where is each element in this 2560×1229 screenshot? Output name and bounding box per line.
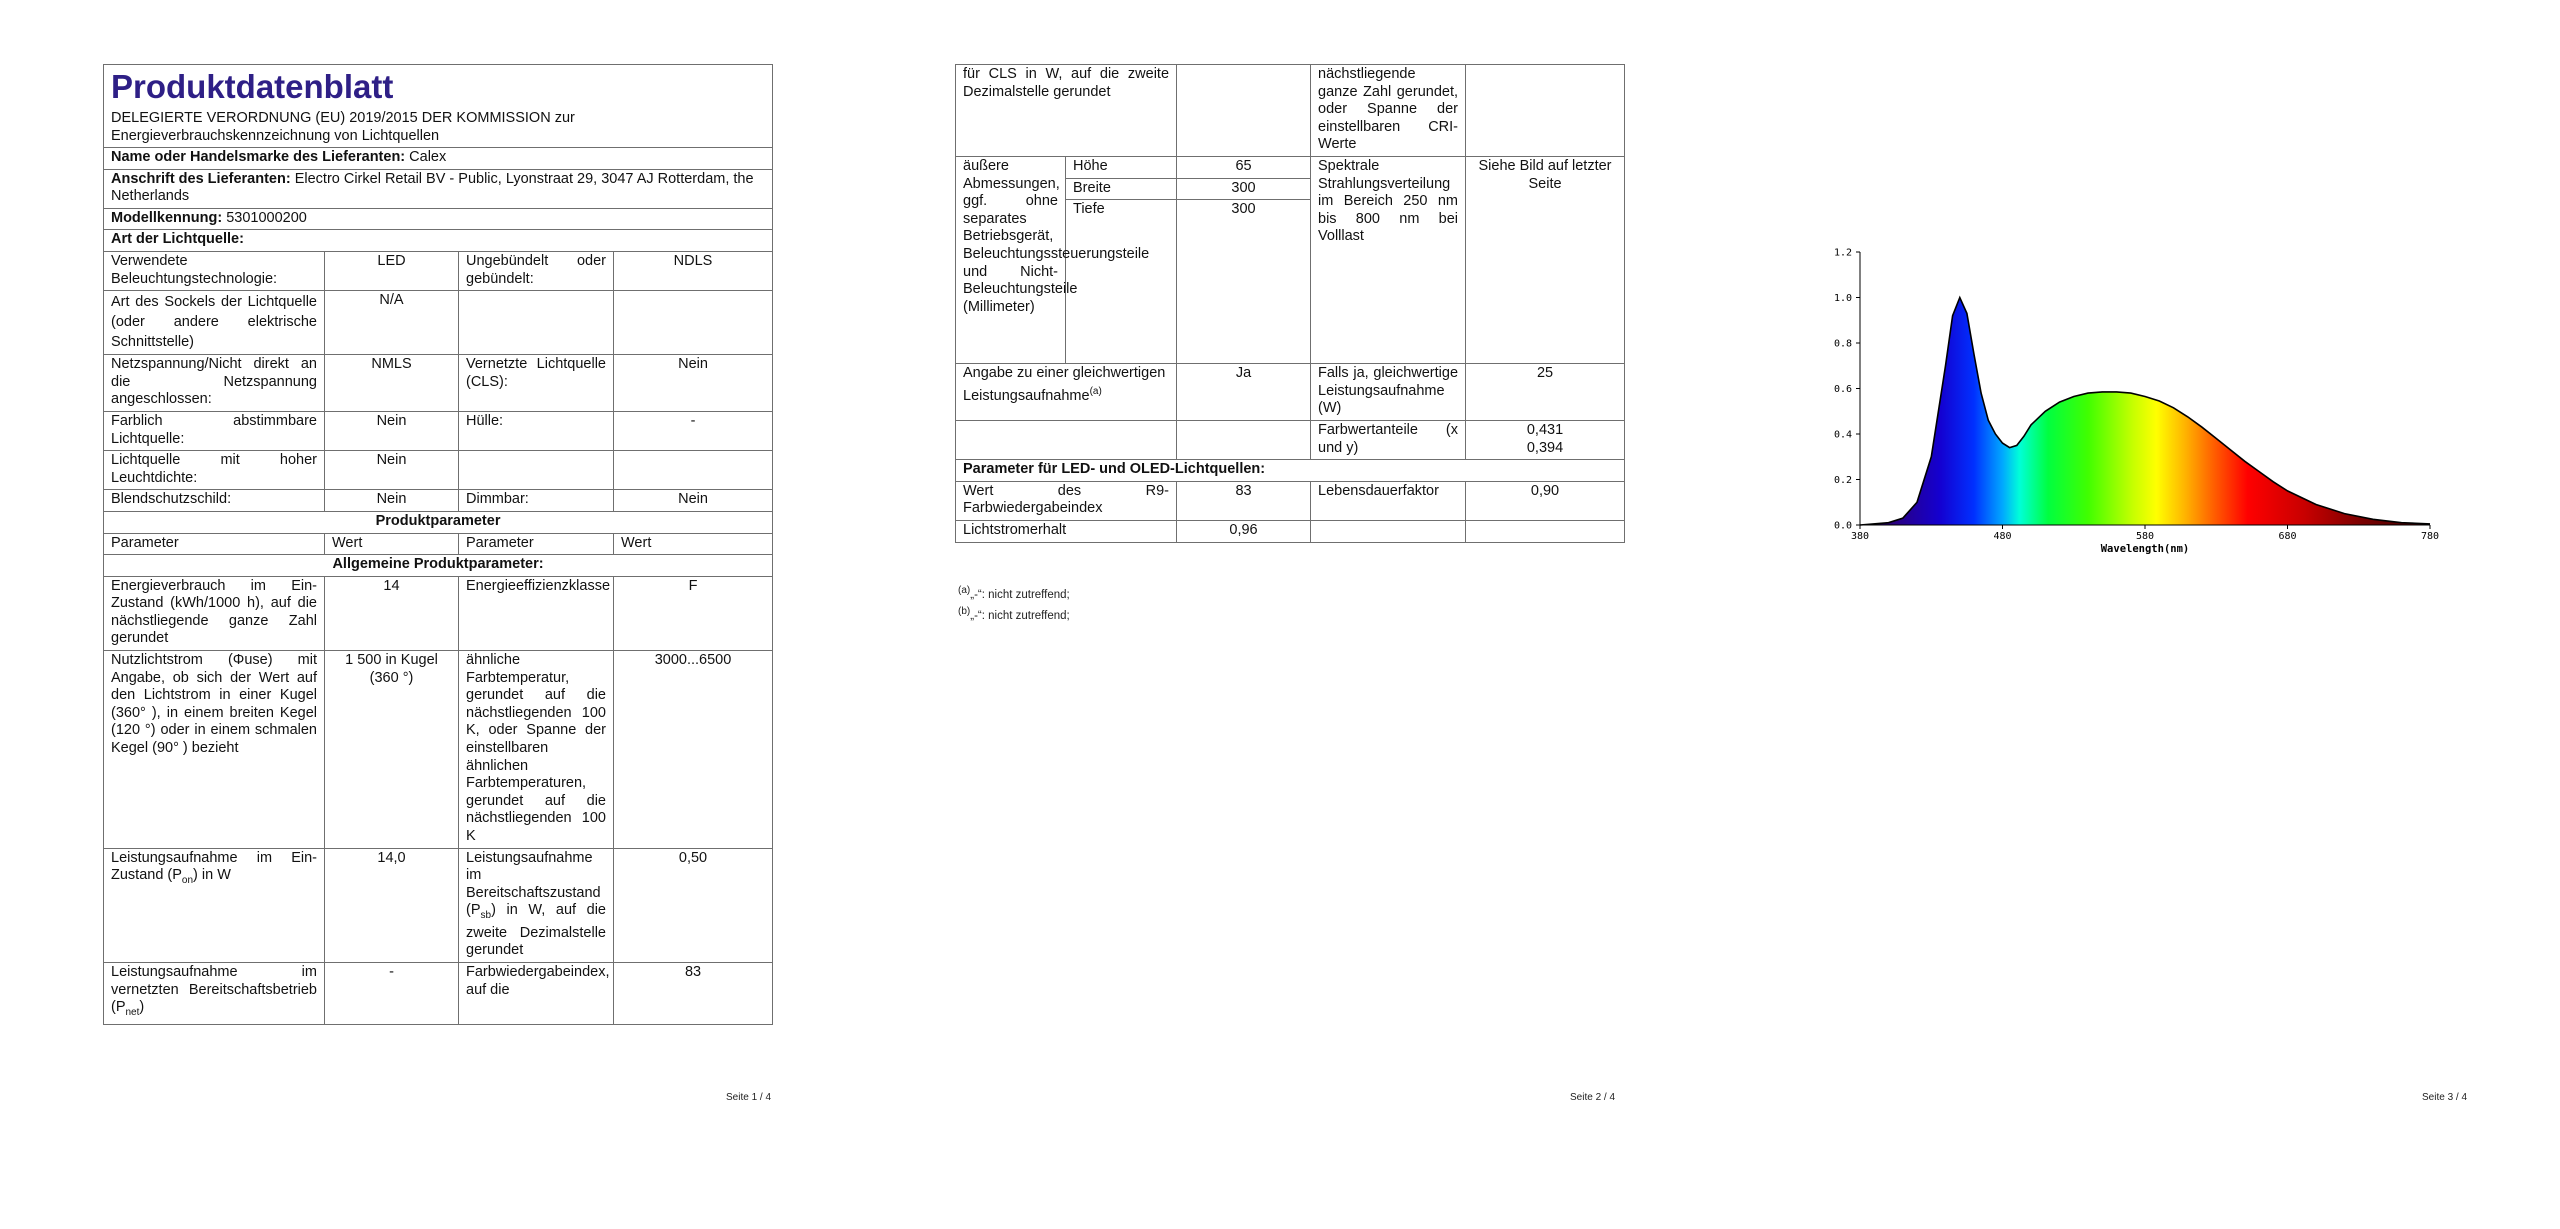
empty-cell bbox=[1466, 520, 1625, 542]
maintenance-label: Lichtstromerhalt bbox=[956, 520, 1177, 542]
param-header: Parameter bbox=[459, 533, 614, 555]
page-number: Seite 3 / 4 bbox=[2422, 1092, 2468, 1103]
led-params-heading: Parameter für LED- und OLED-Lichtquellen: bbox=[956, 460, 1625, 482]
pon-label bbox=[104, 848, 325, 962]
value-header: Wert bbox=[325, 533, 459, 555]
psb-label-text: Leistungsaufnahme im Bereitschaftszustand (P bbox=[466, 849, 601, 919]
chromaticity-label: Farbwertanteile (x und y) bbox=[1311, 420, 1466, 459]
cri-label: Farbwiedergabeindex, auf die bbox=[459, 963, 614, 1025]
anti-glare-value: Nein bbox=[325, 490, 459, 512]
empty-cell bbox=[459, 291, 614, 355]
empty-cell bbox=[1311, 520, 1466, 542]
cap-label: Art des Sockels der Lichtquelle (oder andere elektrische Schnittstelle) bbox=[104, 291, 325, 355]
regulation-subtitle: DELEGIERTE VERORDNUNG (EU) 2019/2015 DER KOMMISSION zur Energieverbrauchskennzeichnung von Lichtquellen bbox=[111, 110, 575, 144]
width-value: 300 bbox=[1177, 178, 1311, 200]
high-luminance-label: Lichtquelle mit hoher Leuchtdichte: bbox=[104, 451, 325, 490]
value-header: Wert bbox=[614, 533, 773, 555]
product-params-heading: Produktparameter bbox=[104, 511, 773, 533]
mains-value: NMLS bbox=[325, 355, 459, 412]
directional-label: Ungebündelt oder gebündelt: bbox=[459, 251, 614, 290]
supplier-name-value: Calex bbox=[409, 149, 447, 165]
model-row bbox=[104, 208, 773, 230]
empty-cell bbox=[1177, 65, 1311, 157]
light-source-type-heading: Art der Lichtquelle: bbox=[104, 230, 773, 252]
r9-label: Wert des R9-Farbwiedergabeindex bbox=[956, 481, 1177, 520]
chromaticity-value bbox=[1466, 420, 1625, 459]
param-header: Parameter bbox=[104, 533, 325, 555]
footnote-b-text: „-“: nicht zutreffend; bbox=[970, 609, 1070, 622]
dimmable-value: Nein bbox=[614, 490, 773, 512]
x-tick-label: 780 bbox=[2420, 531, 2440, 542]
empty-cell bbox=[1177, 420, 1311, 459]
page-number: Seite 2 / 4 bbox=[1570, 1092, 1616, 1103]
empty-cell bbox=[459, 451, 614, 490]
pon-label-sub: on bbox=[181, 875, 194, 887]
continued-right-cell: nächstliegende ganze Zahl gerundet, oder Spanne der einstellbaren CRI-Werte bbox=[1311, 65, 1466, 157]
envelope-value: - bbox=[614, 411, 773, 450]
anti-glare-label: Blendschutzschild: bbox=[104, 490, 325, 512]
footnote-b-mark: (b) bbox=[958, 606, 971, 617]
spectrum-area bbox=[1860, 298, 2430, 526]
footnote-b bbox=[958, 604, 1070, 624]
supplier-address-label: Anschrift des Lieferanten: bbox=[111, 170, 291, 187]
y-tick-label: 1.2 bbox=[1833, 247, 1852, 259]
y-tick-label: 0.4 bbox=[1833, 429, 1852, 441]
x-tick-label: 380 bbox=[1850, 531, 1870, 542]
dimmable-label: Dimmbar: bbox=[459, 490, 614, 512]
y-tick-label: 0.2 bbox=[1833, 475, 1852, 486]
dimensions-label: äußere Abmessungen, ggf. ohne separates Betriebsgerät, Beleuchtungssteuerungsteile und Nicht-Beleuchtungsteile (Millimeter) bbox=[956, 156, 1066, 363]
supplier-address-row bbox=[104, 169, 773, 208]
efficiency-value: F bbox=[614, 576, 773, 650]
psb-label-sub: sb bbox=[480, 910, 492, 922]
empty-cell bbox=[956, 420, 1177, 459]
psb-value: 0,50 bbox=[614, 848, 773, 962]
general-params-heading: Allgemeine Produktparameter: bbox=[104, 555, 773, 577]
supplier-name-label: Name oder Handelsmarke des Lieferanten: bbox=[111, 149, 406, 165]
depth-value: 300 bbox=[1177, 200, 1311, 364]
flux-value: 1 500 in Kugel (360 °) bbox=[325, 651, 459, 849]
width-label: Breite bbox=[1066, 178, 1177, 200]
pon-label-text: Leistungsaufnahme im Ein-Zustand (P bbox=[111, 849, 317, 884]
page-number: Seite 1 / 4 bbox=[726, 1092, 772, 1103]
pnet-label bbox=[104, 963, 325, 1025]
model-value: 5301000200 bbox=[226, 209, 307, 226]
page-1 bbox=[0, 0, 860, 1229]
pnet-label-text: Leistungsaufnahme im vernetzten Bereitschaftsbetrieb (P bbox=[111, 964, 317, 1016]
equiv-power-label: Falls ja, gleichwertige Leistungsaufnahme (W) bbox=[1311, 364, 1466, 421]
footnote-a-text: „-“: nicht zutreffend; bbox=[970, 588, 1070, 601]
footnote-a-mark: (a) bbox=[958, 585, 971, 596]
cct-value: 3000...6500 bbox=[614, 651, 773, 849]
connected-label: Vernetzte Lichtquelle (CLS): bbox=[459, 355, 614, 412]
y-tick-label: 0.6 bbox=[1833, 384, 1852, 395]
height-label: Höhe bbox=[1066, 156, 1177, 178]
x-axis-label: Wavelength(nm) bbox=[2100, 543, 2190, 555]
continued-left-cell: für CLS in W, auf die zweite Dezimalstelle gerundet bbox=[956, 65, 1177, 157]
equiv-power-value: 25 bbox=[1466, 364, 1625, 421]
pnet-label-unit: ) bbox=[139, 999, 145, 1016]
x-tick-label: 480 bbox=[1993, 531, 2012, 542]
product-data-table-page2 bbox=[955, 64, 1625, 543]
envelope-label: Hülle: bbox=[459, 411, 614, 450]
chromaticity-y: 0,394 bbox=[1526, 439, 1564, 456]
flux-label: Nutzlichtstrom (Φuse) mit Angabe, ob sich der Wert auf den Lichtstrom in einer Kugel (360° ), in einem breiten Kegel (120 °) oder in einem schmalen Kegel (90° ) bezieht bbox=[104, 651, 325, 849]
y-tick-label: 1.0 bbox=[1833, 293, 1852, 304]
equiv-label-footnote: (a) bbox=[1089, 385, 1102, 397]
y-tick-label: 0.8 bbox=[1833, 338, 1852, 350]
page-2 bbox=[860, 0, 1720, 1229]
directional-value: NDLS bbox=[614, 251, 773, 290]
model-label: Modellkennung: bbox=[111, 209, 223, 226]
equiv-value: Ja bbox=[1177, 364, 1311, 421]
connected-value: Nein bbox=[614, 355, 773, 412]
x-tick-label: 680 bbox=[2278, 531, 2297, 542]
tech-label: Verwendete Beleuchtungstechnologie: bbox=[104, 251, 325, 290]
equiv-label-text: Angabe zu einer gleichwertigen Leistungsaufnahme bbox=[963, 365, 1166, 404]
pnet-value: - bbox=[325, 963, 459, 1025]
y-tick-label: 0.0 bbox=[1833, 520, 1852, 532]
empty-cell bbox=[614, 291, 773, 355]
chromaticity-x: 0,431 bbox=[1526, 421, 1564, 438]
height-value: 65 bbox=[1177, 156, 1311, 178]
survival-value: 0,90 bbox=[1466, 481, 1625, 520]
psb-label bbox=[459, 848, 614, 962]
empty-cell bbox=[614, 451, 773, 490]
title-cell bbox=[104, 65, 773, 148]
equiv-label bbox=[956, 364, 1177, 421]
high-luminance-value: Nein bbox=[325, 451, 459, 490]
colour-tunable-value: Nein bbox=[325, 411, 459, 450]
colour-tunable-label: Farblich abstimmbare Lichtquelle: bbox=[104, 411, 325, 450]
page-3 bbox=[1720, 0, 2560, 1229]
energy-value: 14 bbox=[325, 576, 459, 650]
psb-label-unit: ) in W, auf die zweite Dezimalstelle gerundet bbox=[466, 902, 606, 959]
empty-cell bbox=[1466, 65, 1625, 157]
supplier-name-row bbox=[104, 148, 773, 170]
spectral-value: Siehe Bild auf letzter Seite bbox=[1466, 156, 1625, 363]
page-title: Produktdatenblatt bbox=[111, 68, 394, 105]
cct-label: ähnliche Farbtemperatur, gerundet auf die nächstliegenden 100 K, oder Spanne der einstellbaren ähnlichen Farbtemperaturen, gerundet auf die nächstliegenden 100 K bbox=[459, 651, 614, 849]
tech-value: LED bbox=[325, 251, 459, 290]
footnote-a bbox=[958, 583, 1070, 603]
r9-value: 83 bbox=[1177, 481, 1311, 520]
survival-label: Lebensdauerfaktor bbox=[1311, 481, 1466, 520]
maintenance-value: 0,96 bbox=[1177, 520, 1311, 542]
depth-label: Tiefe bbox=[1066, 200, 1177, 364]
product-data-table-page1 bbox=[103, 64, 773, 1025]
energy-label: Energieverbrauch im Ein-Zustand (kWh/1000 h), auf die nächstliegende ganze Zahl gerundet bbox=[104, 576, 325, 650]
spectral-label: Spektrale Strahlungsverteilung im Bereich 250 nm bis 800 nm bei Volllast bbox=[1311, 156, 1466, 363]
pon-label-unit: ) in W bbox=[193, 867, 231, 884]
mains-label: Netzspannung/Nicht direkt an die Netzspannung angeschlossen: bbox=[104, 355, 325, 412]
efficiency-label: Energieeffizienzklasse bbox=[459, 576, 614, 650]
pon-value: 14,0 bbox=[325, 848, 459, 962]
x-tick-label: 580 bbox=[2135, 531, 2155, 542]
cri-value: 83 bbox=[614, 963, 773, 1025]
supplier-address-value: Electro Cirkel Retail BV - Public, Lyonstraat 29, 3047 AJ Rotterdam, the Netherlands bbox=[111, 170, 754, 205]
cap-value: N/A bbox=[325, 291, 459, 355]
pnet-label-sub: net bbox=[125, 1007, 140, 1019]
spectral-distribution-chart bbox=[1810, 240, 2450, 560]
